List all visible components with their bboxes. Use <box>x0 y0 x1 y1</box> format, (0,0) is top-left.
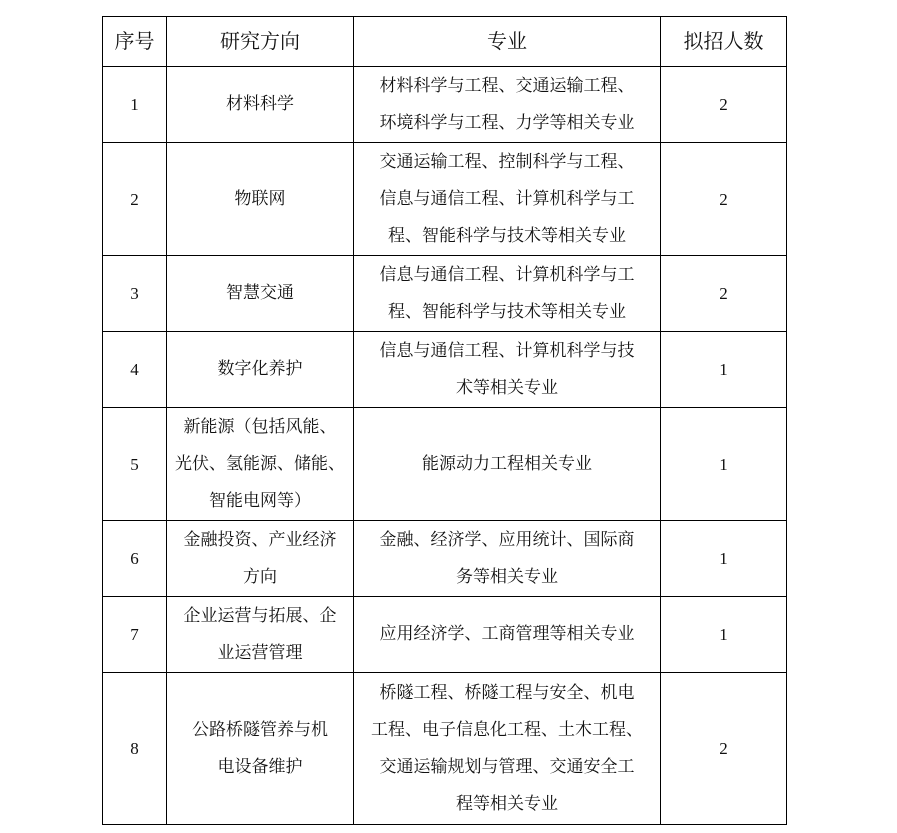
cell-serial: 5 <box>103 408 167 521</box>
cell-serial: 1 <box>103 67 167 143</box>
major-line: 环境科学与工程、力学等相关专业 <box>379 112 635 133</box>
major-line: 术等相关专业 <box>456 377 558 398</box>
cell-major <box>354 256 661 332</box>
major-line: 材料科学与工程、交通运输工程、 <box>379 75 635 96</box>
cell-major <box>354 408 661 521</box>
direction-line: 方向 <box>243 566 277 587</box>
direction-line: 材料科学 <box>226 94 294 114</box>
cell-serial: 6 <box>103 521 167 597</box>
cell-count: 2 <box>661 67 787 143</box>
cell-direction <box>167 332 354 408</box>
header-direction: 研究方向 <box>167 17 354 67</box>
cell-count: 1 <box>661 332 787 408</box>
cell-major <box>354 521 661 597</box>
cell-count: 1 <box>661 521 787 597</box>
cell-major <box>354 597 661 673</box>
table-row <box>103 256 787 332</box>
cell-major <box>354 332 661 408</box>
cell-serial: 8 <box>103 673 167 825</box>
cell-direction <box>167 408 354 521</box>
direction-line: 公路桥隧管养与机 <box>192 719 328 740</box>
cell-direction <box>167 256 354 332</box>
major-line: 应用经济学、工商管理等相关专业 <box>379 624 635 644</box>
table-row <box>103 521 787 597</box>
cell-direction <box>167 67 354 143</box>
cell-serial: 3 <box>103 256 167 332</box>
header-row <box>103 17 787 67</box>
direction-line: 金融投资、产业经济 <box>183 529 337 550</box>
direction-line: 电设备维护 <box>217 756 303 777</box>
cell-serial: 4 <box>103 332 167 408</box>
cell-major <box>354 143 661 256</box>
cell-count: 1 <box>661 597 787 673</box>
cell-direction <box>167 143 354 256</box>
major-line: 务等相关专业 <box>456 566 558 587</box>
major-line: 程、智能科学与技术等相关专业 <box>388 301 626 322</box>
major-line: 信息与通信工程、计算机科学与工 <box>379 188 635 209</box>
direction-line: 智能电网等） <box>209 490 311 511</box>
major-line: 信息与通信工程、计算机科学与技 <box>379 340 635 361</box>
major-line: 交通运输工程、控制科学与工程、 <box>379 151 635 172</box>
direction-line: 智慧交通 <box>226 283 294 303</box>
header-serial: 序号 <box>103 17 167 67</box>
direction-line: 物联网 <box>234 188 286 209</box>
table-row <box>103 143 787 256</box>
major-line: 桥隧工程、桥隧工程与安全、机电 <box>379 682 635 703</box>
cell-direction <box>167 521 354 597</box>
cell-count: 2 <box>661 256 787 332</box>
major-line: 工程、电子信息化工程、土木工程、 <box>371 719 643 740</box>
recruitment-table <box>102 16 787 825</box>
table-row <box>103 408 787 521</box>
direction-line: 企业运营与拓展、企 <box>183 605 337 626</box>
direction-line: 业运营管理 <box>217 642 303 663</box>
table-row <box>103 332 787 408</box>
cell-direction <box>167 673 354 825</box>
cell-serial: 2 <box>103 143 167 256</box>
cell-major <box>354 67 661 143</box>
cell-direction <box>167 597 354 673</box>
direction-line: 光伏、氢能源、储能、 <box>175 453 345 474</box>
cell-serial: 7 <box>103 597 167 673</box>
header-major: 专业 <box>354 17 661 67</box>
table-row <box>103 597 787 673</box>
cell-count: 1 <box>661 408 787 521</box>
direction-line: 数字化养护 <box>217 359 303 379</box>
major-line: 交通运输规划与管理、交通安全工 <box>379 756 635 777</box>
major-line: 金融、经济学、应用统计、国际商 <box>379 529 635 550</box>
cell-count: 2 <box>661 143 787 256</box>
table-row <box>103 67 787 143</box>
header-count: 拟招人数 <box>661 17 787 67</box>
direction-line: 新能源（包括风能、 <box>183 416 337 437</box>
table-row <box>103 673 787 825</box>
major-line: 程、智能科学与技术等相关专业 <box>388 225 626 246</box>
major-line: 能源动力工程相关专业 <box>422 453 592 474</box>
major-line: 程等相关专业 <box>456 793 558 814</box>
cell-major <box>354 673 661 825</box>
cell-count: 2 <box>661 673 787 825</box>
major-line: 信息与通信工程、计算机科学与工 <box>379 264 635 285</box>
